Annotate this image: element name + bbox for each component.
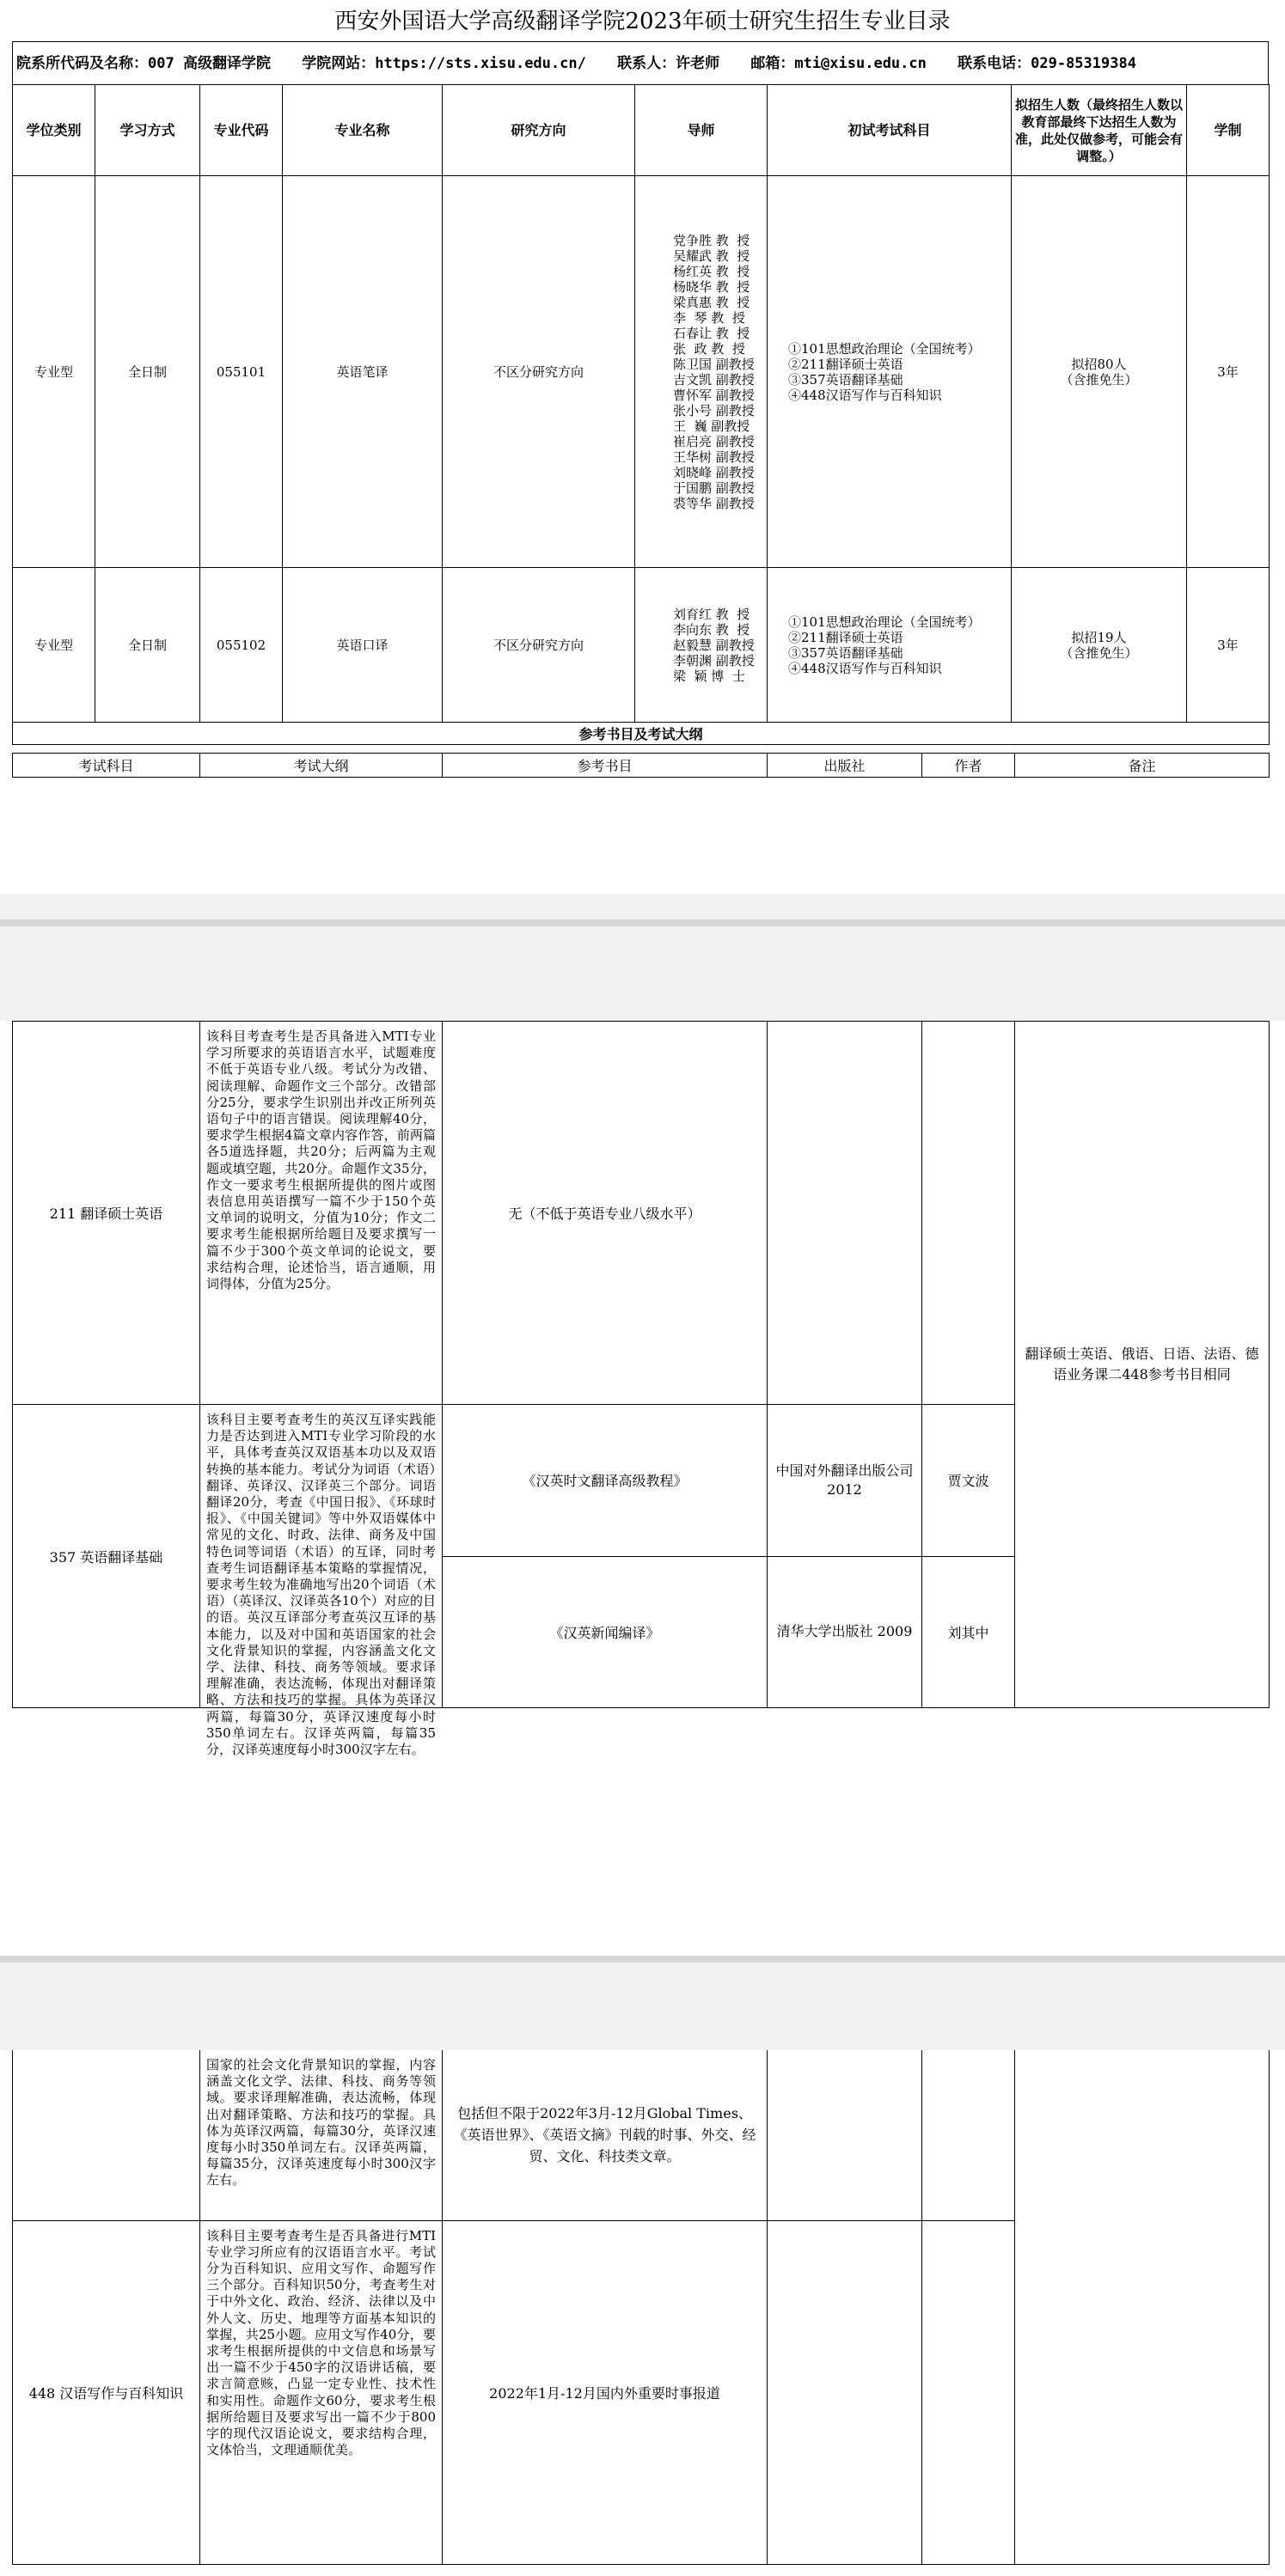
reference-table-part-3: [12, 2050, 1270, 2565]
header-study-mode: 学习方式: [95, 85, 200, 176]
research-direction: 不区分研究方向: [443, 176, 635, 568]
exam-subject: ②211翻译硕士英语: [788, 629, 903, 645]
quota-count: 拟招80人: [1071, 356, 1127, 372]
exam-subject: ②211翻译硕士英语: [788, 356, 903, 372]
quota: [1012, 568, 1187, 723]
duration: 3年: [1187, 568, 1270, 723]
quota-note: （含推免生）: [1060, 371, 1138, 388]
header-program-name: 专业名称: [283, 85, 443, 176]
study-mode: 全日制: [95, 176, 200, 568]
tutor-list: 刘育红 教 授 李向东 教 授 赵毅慧 副教授 李朝渊 副教授 梁 颖 博 士: [635, 568, 768, 723]
contact-person: 联系人：许老师: [617, 55, 720, 72]
header-degree-type: 学位类别: [13, 85, 95, 176]
contact-phone: 联系电话：029-85319384: [958, 55, 1136, 72]
reference-books: 无（不低于英语专业八级水平）: [443, 1022, 768, 1405]
study-mode: 全日制: [95, 568, 200, 723]
program-name: 英语笔译: [283, 176, 443, 568]
page-3: [0, 2050, 1285, 2576]
reference-author: 刘其中: [922, 1556, 1015, 1708]
ref-header-publisher: 出版社: [768, 754, 922, 778]
exam-subject-name: 211 翻译硕士英语: [13, 1022, 200, 1405]
exam-subjects: [768, 568, 1012, 723]
exam-outline-cell: [200, 1405, 443, 1758]
remark-cell: [1015, 2050, 1270, 2564]
author-cell: [922, 1022, 1015, 1405]
header-quota: 拟招生人数（最终招生人数以教育部最终下达招生人数为准，此处仅做参考，可能会有调整。）: [1012, 85, 1187, 176]
ref-header-books: 参考书目: [443, 754, 768, 778]
reference-section-row: [13, 723, 1270, 745]
page-divider: [0, 1956, 1285, 1963]
college-code: 院系所代码及名称：007 高级翻译学院: [16, 55, 271, 72]
ref-header-subject: 考试科目: [13, 754, 200, 778]
publisher-cell: [768, 2220, 922, 2564]
reference-books: 2022年1月-12月国内外重要时事报道: [443, 2220, 768, 2564]
author-cell: [922, 2220, 1015, 2564]
reference-book: 《汉英时文翻译高级教程》: [443, 1405, 768, 1557]
reference-publisher: 中国对外翻译出版公司 2012: [768, 1405, 922, 1557]
duration: 3年: [1187, 176, 1270, 568]
exam-subject: ①101思想政治理论（全国统考）: [788, 613, 981, 630]
exam-row-357-continued: [13, 2050, 1270, 2220]
exam-outline: 该科目主要考查考生的英汉互译实践能力是否达到进入MTI专业学习阶段的水平，具体考查英汉双语基本功以及双语转换的基本能力。考试分为词语（术语）翻译、英译汉、汉译英三个部分。词语翻译20分，考查《中国日报》、《环球时报》、《中国关键词》等中外双语媒体中常见的文化、时政、法律、商务及中国特色词等词语（术语）的互译，同时考查考生词语翻译基本策略的掌握情况，要求考生较为准确地写出20个词语（术语）（英译汉、汉译英各10个）对应的目的语。英汉互译部分考查英汉互译的基本能力，以及对中国和英语国家的社会文化背景知识的掌握，内容涵盖文化文学、法律、科技、商务等领域。要求译理解准确，表达流畅，体现出对翻译策略、方法和技巧的掌握。具体为英译汉两篇，每篇30分，英译汉速度每小时350单词左右。汉译英两篇，每篇35分，汉译英速度每小时300汉字左右。: [206, 1412, 436, 1758]
tutor-list: 党争胜 教 授 吴耀武 教 授 杨红英 教 授 杨晓华 教 授 梁真惠 教 授 李 琴 教 授 石春让 教 授 张 政 教 授 陈卫国 副教授 吉文凯 副教授 曹怀军 副教授 张小号 副教授 王 巍 副教授 崔启亮 副教授 王华树 副教授 刘晓峰 副教授 于国鹏 副教授 裘等华 副教授: [635, 176, 768, 568]
exam-subject: ①101思想政治理论（全国统考）: [788, 340, 981, 357]
exam-row-211: [13, 1022, 1270, 1405]
header-research-direction: 研究方向: [443, 85, 635, 176]
reference-note: 包括但不限于2022年3月-12月Global Times、《英语世界》、《英语文摘》刊载的时事、外交、经贸、文化、科技类文章。: [443, 2050, 768, 2220]
author-cell: [922, 2050, 1015, 2220]
program-code: 055101: [200, 176, 283, 568]
exam-subject: ④448汉语写作与百科知识: [788, 387, 942, 403]
exam-outline: 该科目考查考生是否具备进入MTI专业学习所要求的英语语言水平，试题难度不低于英语专业八级。考试分为改错、阅读理解、命题作文三个部分。改错部分25分，要求学生识别出并改正所列英语句子中的语言错误。阅读理解40分，要求学生根据4篇文章内容作答，前两篇各5道选择题，共20分；后两篇为主观题或填空题，共20分。命题作文35分，作文一要求考生根据所提供的图片或图表信息用英语撰写一篇不少于150个英文单词的说明文，分值为10分；作文二要求考生能根据所给题目及要求撰写一篇不少于300个英文单词的论说文，要求结构合理，论述恰当，语言通顺，用词得体，分值为25分。: [200, 1022, 443, 1405]
quota: [1012, 176, 1187, 568]
program-row-055102: [13, 568, 1270, 723]
header-duration: 学制: [1187, 85, 1270, 176]
exam-subject-cell: [13, 2050, 200, 2220]
reference-remark: 翻译硕士英语、俄语、日语、法语、德语业务课二448参考书目相同: [1015, 1022, 1270, 1708]
ref-header-author: 作者: [922, 754, 1015, 778]
college-website: 学院网站：https://sts.xisu.edu.cn/: [302, 55, 586, 72]
exam-subject: ④448汉语写作与百科知识: [788, 660, 942, 676]
research-direction: 不区分研究方向: [443, 568, 635, 723]
contact-email: 邮箱：mti@xisu.edu.cn: [750, 55, 927, 72]
degree-type: 专业型: [13, 568, 95, 723]
header-tutors: 导师: [635, 85, 768, 176]
document-title: 西安外国语大学高级翻译学院2023年硕士研究生招生专业目录: [334, 9, 951, 34]
page-gap: [0, 894, 1285, 1021]
exam-subject-name: 357 英语翻译基础: [13, 1405, 200, 1708]
publisher-cell: [768, 1022, 922, 1405]
degree-type: 专业型: [13, 176, 95, 568]
reference-header-table: [12, 753, 1270, 778]
reference-table-part-2: [12, 1021, 1270, 1758]
reference-header-row: [13, 754, 1270, 778]
publisher-cell: [768, 2050, 922, 2220]
page-2: [0, 1021, 1285, 1956]
program-code: 055102: [200, 568, 283, 723]
program-table: [12, 84, 1270, 745]
page-divider: [0, 919, 1285, 926]
ref-header-outline: 考试大纲: [200, 754, 443, 778]
page-gap: [0, 1956, 1285, 2050]
reference-section-title: 参考书目及考试大纲: [13, 723, 1270, 745]
program-name: 英语口译: [283, 568, 443, 723]
exam-subjects: [768, 176, 1012, 568]
college-info-bar: [12, 41, 1269, 84]
page-1: [0, 0, 1285, 894]
quota-count: 拟招19人: [1071, 629, 1127, 645]
exam-subject: ③357英语翻译基础: [788, 371, 903, 388]
reference-author: 贾文波: [922, 1405, 1015, 1557]
exam-outline: 该科目主要考查考生是否具备进行MTI专业学习所应有的汉语语言水平。考试分为百科知识、应用文写作、命题写作三个部分。百科知识50分，考查考生对于中外文化、政治、经济、法律以及中外人文、历史、地理等方面基本知识的掌握，共25小题。应用文写作40分，要求考生根据所提供的中文信息和场景写出一篇不少于450字的汉语讲话稿，要求言简意赅，凸显一定专业性、技术性和实用性。命题作文60分，要求考生根据所给题目及要求写出一篇不少于800字的现代汉语论说文，要求结构合理，文体恰当，文理通顺优美。: [200, 2220, 443, 2564]
exam-subject-name: 448 汉语写作与百科知识: [13, 2220, 200, 2564]
program-header-row: [13, 85, 1270, 176]
quota-note: （含推免生）: [1060, 644, 1138, 661]
ref-header-remark: 备注: [1015, 754, 1270, 778]
reference-book: 《汉英新闻编译》: [443, 1556, 768, 1708]
exam-outline-continued: 国家的社会文化背景知识的掌握，内容涵盖文化文学、法律、科技、商务等领域。要求译理解准确，表达流畅，体现出对翻译策略、方法和技巧的掌握。具体为英译汉两篇，每篇30分，英译汉速度每小时350单词左右。汉译英两篇，每篇35分，汉译英速度每小时300汉字左右。: [200, 2050, 443, 2220]
header-exam-subjects: 初试考试科目: [768, 85, 1012, 176]
reference-publisher: 清华大学出版社 2009: [768, 1556, 922, 1708]
header-program-code: 专业代码: [200, 85, 283, 176]
exam-subject: ③357英语翻译基础: [788, 644, 903, 661]
program-row-055101: [13, 176, 1270, 568]
